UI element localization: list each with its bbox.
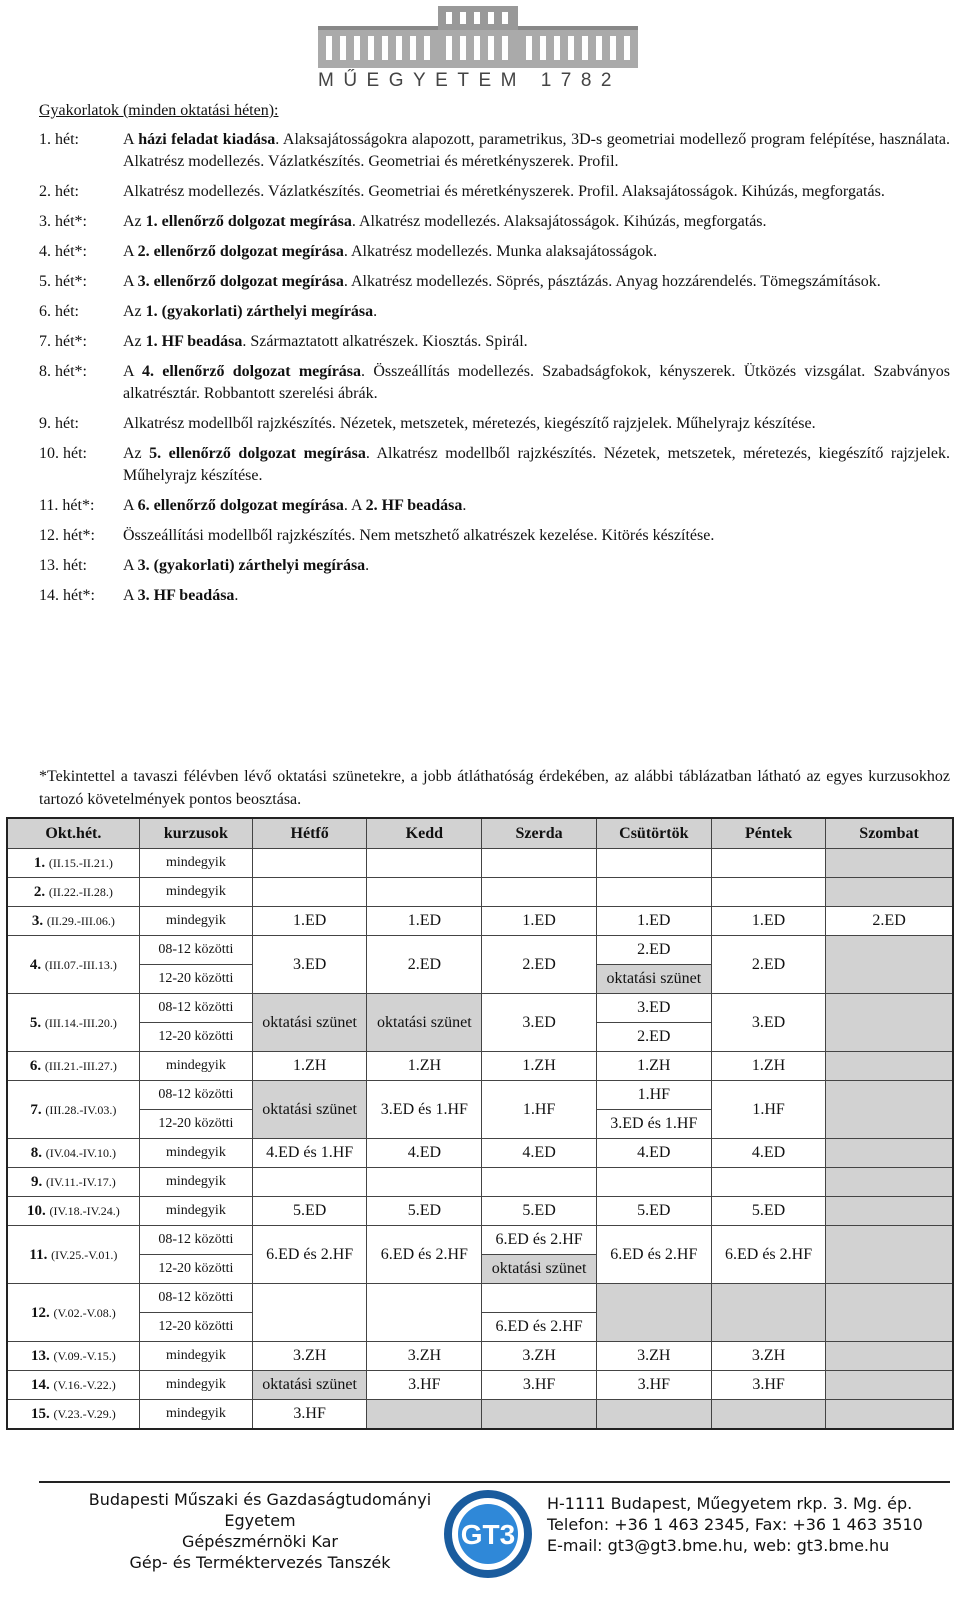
column-header: Hétfő <box>253 818 367 849</box>
table-row <box>7 936 953 965</box>
schedule-cell: oktatási szünet <box>367 994 482 1052</box>
schedule-cell: 2.ED <box>711 936 825 994</box>
exercise-item <box>39 271 950 293</box>
schedule-cell <box>711 878 825 907</box>
schedule-cell: 1.HF <box>596 1081 711 1110</box>
footer-institution-line: Gép- és Terméktervezés Tanszék <box>129 1553 391 1572</box>
footer-contact-line: E-mail: gt3@gt3.bme.hu, web: gt3.bme.hu <box>547 1536 890 1555</box>
schedule-cell: 6.ED és 2.HF <box>253 1226 367 1284</box>
course-cell: mindegyik <box>139 907 252 936</box>
table-row <box>7 994 953 1023</box>
table-row <box>7 1081 953 1110</box>
schedule-cell: oktatási szünet <box>253 1081 367 1139</box>
schedule-cell <box>482 1284 596 1313</box>
week-cell: 2. (II.22.-II.28.) <box>7 878 139 907</box>
schedule-cell: 4.ED és 1.HF <box>253 1139 367 1168</box>
schedule-cell: 5.ED <box>253 1197 367 1226</box>
table-row <box>7 1197 953 1226</box>
week-cell: 8. (IV.04.-IV.10.) <box>7 1139 139 1168</box>
course-cell: 12-20 közötti <box>139 1313 252 1342</box>
schedule-cell: 4.ED <box>711 1139 825 1168</box>
exercise-description: A 3. (gyakorlati) zárthelyi megírása. <box>123 557 370 574</box>
schedule-cell <box>711 849 825 878</box>
table-row <box>7 878 953 907</box>
schedule-cell: 5.ED <box>367 1197 482 1226</box>
exercise-week-label: 2. hét: <box>39 183 79 200</box>
schedule-cell: 6.ED és 2.HF <box>596 1226 711 1284</box>
schedule-cell: 1.ED <box>367 907 482 936</box>
week-cell: 9. (IV.11.-IV.17.) <box>7 1168 139 1197</box>
schedule-cell: 2.ED <box>596 1023 711 1052</box>
course-cell: mindegyik <box>139 1139 252 1168</box>
exercise-item <box>39 443 950 487</box>
exercise-item <box>39 525 950 547</box>
schedule-cell: 6.ED és 2.HF <box>367 1226 482 1284</box>
table-row <box>7 1226 953 1255</box>
schedule-cell <box>826 1226 953 1284</box>
schedule-cell <box>253 849 367 878</box>
exercise-description: A házi feladat kiadása. Alaksajátosságokra alapozott, parametrikus, 3D-s geometriai modellező program felépítése, használata. Alkatrész modellezés. Vázlatkészítés. Geometriai és méretkényszerek. Profil. <box>123 131 951 170</box>
exercise-item <box>39 555 950 577</box>
exercise-description: A 2. ellenőrző dolgozat megírása. Alkatrész modellezés. Munka alaksajátosságok. <box>123 243 658 260</box>
table-row <box>7 907 953 936</box>
column-header: Szombat <box>826 818 953 849</box>
course-cell: 12-20 közötti <box>139 965 252 994</box>
schedule-cell: 1.ED <box>482 907 596 936</box>
schedule-cell: 6.ED és 2.HF <box>711 1226 825 1284</box>
week-cell: 14. (V.16.-V.22.) <box>7 1371 139 1400</box>
schedule-cell <box>482 1400 596 1430</box>
schedule-cell: 3.ED és 1.HF <box>367 1081 482 1139</box>
week-cell: 4. (III.07.-III.13.) <box>7 936 139 994</box>
exercise-week-label: 5. hét*: <box>39 273 87 290</box>
schedule-cell: 1.ED <box>711 907 825 936</box>
schedule-cell <box>826 1371 953 1400</box>
schedule-cell <box>826 1168 953 1197</box>
course-cell: mindegyik <box>139 1342 252 1371</box>
footer-contact-line: Telefon: +36 1 463 2345, Fax: +36 1 463 3510 <box>547 1515 923 1534</box>
exercise-week-label: 9. hét: <box>39 415 79 432</box>
exercise-item <box>39 331 950 353</box>
schedule-cell <box>367 1284 482 1342</box>
schedule-cell: 5.ED <box>711 1197 825 1226</box>
schedule-cell <box>711 1400 825 1430</box>
schedule-cell <box>826 1400 953 1430</box>
schedule-cell: oktatási szünet <box>253 1371 367 1400</box>
schedule-cell: 3.HF <box>711 1371 825 1400</box>
schedule-cell <box>596 878 711 907</box>
exercise-week-label: 7. hét*: <box>39 333 87 350</box>
exercise-description: Az 1. ellenőrző dolgozat megírása. Alkatrész modellezés. Alaksajátosságok. Kihúzás, megforgatás. <box>123 213 767 230</box>
week-cell: 6. (III.21.-III.27.) <box>7 1052 139 1081</box>
table-row <box>7 1284 953 1313</box>
course-cell: 12-20 közötti <box>139 1110 252 1139</box>
course-cell: 12-20 közötti <box>139 1255 252 1284</box>
gt3-logo-icon <box>440 1487 540 1582</box>
exercise-week-label: 13. hét: <box>39 557 87 574</box>
exercise-description: Az 1. HF beadása. Származtatott alkatrészek. Kiosztás. Spirál. <box>123 333 528 350</box>
course-cell: mindegyik <box>139 1400 252 1430</box>
exercises-list <box>39 129 950 615</box>
course-cell: 12-20 közötti <box>139 1023 252 1052</box>
table-row <box>7 1139 953 1168</box>
schedule-cell: 5.ED <box>482 1197 596 1226</box>
exercise-item <box>39 181 950 203</box>
schedule-cell: 1.ZH <box>482 1052 596 1081</box>
course-cell: 08-12 közötti <box>139 936 252 965</box>
schedule-cell <box>826 1342 953 1371</box>
schedule-cell: 1.ED <box>596 907 711 936</box>
week-cell: 5. (III.14.-III.20.) <box>7 994 139 1052</box>
schedule-cell: 3.ZH <box>596 1342 711 1371</box>
course-cell: 08-12 közötti <box>139 994 252 1023</box>
week-cell: 3. (II.29.-III.06.) <box>7 907 139 936</box>
schedule-cell <box>367 1400 482 1430</box>
schedule-cell: 4.ED <box>596 1139 711 1168</box>
schedule-cell: 1.ZH <box>596 1052 711 1081</box>
footer-contact-line: H-1111 Budapest, Műegyetem rkp. 3. Mg. ép. <box>547 1494 913 1513</box>
schedule-cell <box>482 849 596 878</box>
week-cell: 15. (V.23.-V.29.) <box>7 1400 139 1430</box>
exercise-item <box>39 585 950 607</box>
table-row <box>7 1342 953 1371</box>
footer-contact <box>547 1493 923 1556</box>
column-header: kurzusok <box>139 818 252 849</box>
schedule-cell: oktatási szünet <box>596 965 711 994</box>
schedule-cell: 1.ED <box>253 907 367 936</box>
footer-institution-line: Gépészmérnöki Kar <box>181 1532 339 1551</box>
schedule-cell <box>826 936 953 994</box>
schedule-cell: 3.ED és 1.HF <box>596 1110 711 1139</box>
schedule-cell: 3.HF <box>253 1400 367 1430</box>
schedule-cell <box>826 1139 953 1168</box>
schedule-cell: 3.HF <box>596 1371 711 1400</box>
footer-institution-line: Budapesti Műszaki és Gazdaságtudományi <box>88 1490 432 1509</box>
schedule-cell <box>711 1284 825 1342</box>
schedule-cell: 3.ED <box>596 994 711 1023</box>
footer-institution <box>60 1489 460 1573</box>
gt3-logo-text: GT3 <box>460 1519 516 1550</box>
schedule-cell: 2.ED <box>596 936 711 965</box>
schedule-cell: 3.HF <box>482 1371 596 1400</box>
schedule-cell <box>482 1168 596 1197</box>
schedule-cell <box>711 1168 825 1197</box>
schedule-cell: 3.ED <box>711 994 825 1052</box>
exercise-week-label: 4. hét*: <box>39 243 87 260</box>
schedule-cell: 6.ED és 2.HF <box>482 1226 596 1255</box>
schedule-cell: 1.ZH <box>253 1052 367 1081</box>
course-cell: mindegyik <box>139 1371 252 1400</box>
schedule-table <box>6 817 954 1430</box>
schedule-cell: 3.ED <box>253 936 367 994</box>
table-row <box>7 1052 953 1081</box>
exercise-item <box>39 301 950 323</box>
schedule-cell: 6.ED és 2.HF <box>482 1313 596 1342</box>
course-cell: mindegyik <box>139 1168 252 1197</box>
week-cell: 11. (IV.25.-V.01.) <box>7 1226 139 1284</box>
schedule-cell <box>253 878 367 907</box>
week-cell: 10. (IV.18.-IV.24.) <box>7 1197 139 1226</box>
week-cell: 1. (II.15.-II.21.) <box>7 849 139 878</box>
course-cell: mindegyik <box>139 1052 252 1081</box>
week-cell: 13. (V.09.-V.15.) <box>7 1342 139 1371</box>
schedule-note: *Tekintettel a tavaszi félévben lévő oktatási szünetekre, a jobb átláthatóság érdekében, az alábbi táblázatban látható az egyes kurzusokhoz tartozó követelmények pontos beosztása. <box>39 768 950 808</box>
column-header: Szerda <box>482 818 596 849</box>
schedule-cell: 3.ZH <box>711 1342 825 1371</box>
schedule-cell <box>482 878 596 907</box>
exercise-description: Az 1. (gyakorlati) zárthelyi megírása. <box>123 303 378 320</box>
footer-institution-line: Egyetem <box>224 1511 296 1530</box>
exercises-title: Gyakorlatok (minden oktatási héten): <box>39 102 279 119</box>
schedule-cell: 1.HF <box>711 1081 825 1139</box>
footer-divider <box>39 1481 950 1483</box>
schedule-cell <box>253 1168 367 1197</box>
course-cell: mindegyik <box>139 878 252 907</box>
exercise-description: Alkatrész modellből rajzkészítés. Nézetek, metszetek, méretezés, kiegészítő rajzjelek. Műhelyrajz készítése. <box>123 415 816 432</box>
course-cell: mindegyik <box>139 849 252 878</box>
exercise-description: Összeállítási modellből rajzkészítés. Nem metszhető alkatrészek kezelése. Kitörés készítése. <box>123 527 715 544</box>
schedule-header-row <box>7 818 953 849</box>
schedule-cell: 3.ZH <box>367 1342 482 1371</box>
schedule-cell <box>596 1400 711 1430</box>
exercise-item <box>39 361 950 405</box>
schedule-cell: 3.ZH <box>253 1342 367 1371</box>
schedule-cell <box>596 1284 711 1342</box>
exercise-week-label: 3. hét*: <box>39 213 87 230</box>
table-row <box>7 1371 953 1400</box>
exercise-description: A 3. HF beadása. <box>123 587 239 604</box>
schedule-cell: 2.ED <box>826 907 953 936</box>
exercise-week-label: 6. hét: <box>39 303 79 320</box>
week-cell: 12. (V.02.-V.08.) <box>7 1284 139 1342</box>
schedule-cell: 2.ED <box>482 936 596 994</box>
schedule-cell <box>596 849 711 878</box>
exercise-week-label: 14. hét*: <box>39 587 95 604</box>
schedule-cell: 3.ZH <box>482 1342 596 1371</box>
schedule-cell <box>826 849 953 878</box>
table-row <box>7 1400 953 1430</box>
course-cell: 08-12 közötti <box>139 1226 252 1255</box>
schedule-cell <box>596 1168 711 1197</box>
exercise-description: A 4. ellenőrző dolgozat megírása. Összeállítás modellezés. Szabadságfokok, kényszerek. Ütközés vizsgálat. Szabványos alkatrésztár. Robbantott szerelési ábrák. <box>123 363 951 402</box>
schedule-cell <box>367 849 482 878</box>
exercise-item <box>39 241 950 263</box>
column-header: Péntek <box>711 818 825 849</box>
exercise-description: A 6. ellenőrző dolgozat megírása. A 2. HF beadása. <box>123 497 467 514</box>
schedule-cell: 4.ED <box>367 1139 482 1168</box>
university-logo-text: MŰEGYETEM 1782 <box>318 70 621 91</box>
table-row <box>7 1168 953 1197</box>
column-header: Kedd <box>367 818 482 849</box>
exercise-week-label: 8. hét*: <box>39 363 87 380</box>
schedule-cell: oktatási szünet <box>253 994 367 1052</box>
week-cell: 7. (III.28.-IV.03.) <box>7 1081 139 1139</box>
column-header: Csütörtök <box>596 818 711 849</box>
schedule-cell: 5.ED <box>596 1197 711 1226</box>
schedule-cell: 4.ED <box>482 1139 596 1168</box>
schedule-cell <box>826 994 953 1052</box>
course-cell: 08-12 közötti <box>139 1284 252 1313</box>
exercise-week-label: 10. hét: <box>39 445 87 462</box>
exercise-description: A 3. ellenőrző dolgozat megírása. Alkatrész modellezés. Söprés, pásztázás. Anyag hozzárendelés. Tömegszámítások. <box>123 273 881 290</box>
schedule-cell <box>826 1081 953 1139</box>
schedule-cell <box>253 1284 367 1342</box>
column-header: Okt.hét. <box>7 818 139 849</box>
course-cell: 08-12 közötti <box>139 1081 252 1110</box>
exercise-item <box>39 129 950 173</box>
schedule-cell <box>826 1197 953 1226</box>
exercise-item <box>39 211 950 233</box>
exercise-item <box>39 495 950 517</box>
schedule-cell: 3.HF <box>367 1371 482 1400</box>
exercise-description: Alkatrész modellezés. Vázlatkészítés. Geometriai és méretkényszerek. Profil. Alaksajátosságok. Kihúzás, megforgatás. <box>123 183 885 200</box>
exercise-item <box>39 413 950 435</box>
schedule-cell: oktatási szünet <box>482 1255 596 1284</box>
schedule-cell <box>367 878 482 907</box>
exercise-week-label: 11. hét*: <box>39 497 95 514</box>
schedule-cell: 1.ZH <box>711 1052 825 1081</box>
exercise-description: Az 5. ellenőrző dolgozat megírása. Alkatrész modellből rajzkészítés. Nézetek, metszetek, méretezés, kiegészítő rajzjelek. Műhelyrajz készítése. <box>123 445 951 484</box>
exercise-week-label: 1. hét: <box>39 131 79 148</box>
course-cell: mindegyik <box>139 1197 252 1226</box>
schedule-cell <box>826 1284 953 1342</box>
table-row <box>7 849 953 878</box>
exercise-week-label: 12. hét*: <box>39 527 95 544</box>
schedule-cell: 3.ED <box>482 994 596 1052</box>
schedule-cell <box>826 878 953 907</box>
schedule-cell <box>826 1052 953 1081</box>
schedule-cell: 1.ZH <box>367 1052 482 1081</box>
schedule-cell: 1.HF <box>482 1081 596 1139</box>
schedule-cell: 2.ED <box>367 936 482 994</box>
schedule-cell <box>367 1168 482 1197</box>
